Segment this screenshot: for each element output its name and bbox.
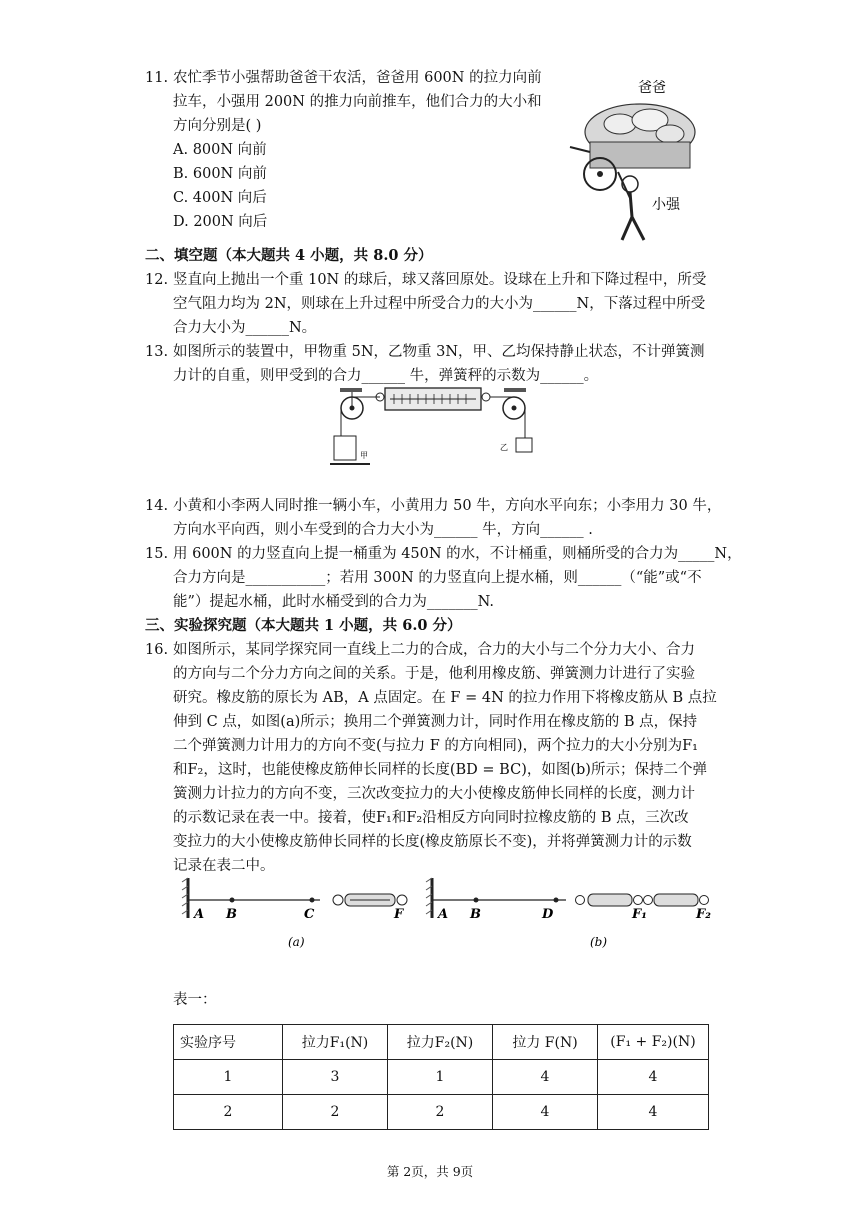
question-text-line: 空气阻力均为 2N，则球在上升过程中所受合力的大小为______N，下落过程中所受 (173, 296, 706, 312)
section-heading-experiment: 三、实验探究题（本大题共 1 小题，共 6.0 分） (145, 617, 462, 634)
table-cell: 2 (283, 1095, 388, 1130)
question-15 (145, 542, 742, 614)
caption-b: (b) (590, 935, 608, 949)
question-number: 15. (145, 546, 169, 562)
section-heading-fill-in: 二、填空题（本大题共 4 小题，共 8.0 分） (145, 247, 433, 264)
question-13 (145, 340, 705, 388)
label-son: 小强 (652, 197, 680, 213)
table-title-text: 表一： (173, 992, 217, 1008)
question-12 (145, 268, 706, 340)
question-text-line: 竖直向上抛出一个重 10N 的球后，球又落回原处。设球在上升和下降过程中，所受 (173, 272, 707, 288)
question-text-line: 合力大小为______N。 (173, 320, 317, 336)
table-cell: 1 (388, 1060, 493, 1095)
pulley-spring-diagram (330, 386, 540, 472)
question-number: 14. (145, 498, 169, 514)
label-b-F2: F₂ (696, 907, 711, 922)
label-b-A: A (438, 907, 449, 922)
question-text-line: 农忙季节小强帮助爸爸干农活，爸爸用 600N 的拉力向前 (173, 70, 542, 86)
caption-a: (a) (288, 935, 305, 949)
table-cell: 4 (493, 1060, 598, 1095)
table-header-cell: (F₁ + F₂)(N) (598, 1025, 709, 1060)
question-text-line: 如图所示的装置中，甲物重 5N，乙物重 3N，甲、乙均保持静止状态，不计弹簧测 (173, 344, 705, 360)
option-d: D. 200N 向后 (173, 214, 268, 230)
table-header-cell: 拉力F₂(N) (388, 1025, 493, 1060)
question-text-line: 方向分别是( ) (173, 118, 262, 134)
table-cell: 2 (174, 1095, 283, 1130)
option-c: C. 400N 向后 (173, 190, 267, 206)
question-text-line: 能”）提起水桶，此时水桶受到的合力为_______N. (173, 594, 495, 610)
question-text-line: 和F₂，这时，也能使橡皮筋伸长同样的长度(BD = BC)，如图(b)所示；保持二个弹 (173, 762, 707, 778)
table-cell: 4 (598, 1060, 709, 1095)
question-text-line: 伸到 C 点，如图(a)所示；换用二个弹簧测力计，同时作用在橡皮筋的 B 点，保持 (173, 714, 698, 730)
label-father: 爸爸 (638, 80, 666, 96)
label-jia: 甲 (360, 451, 368, 460)
question-text-line: 簧测力计拉力的方向不变，三次改变拉力的大小使橡皮筋伸长同样的长度，测力计 (173, 786, 695, 802)
table-cell: 4 (493, 1095, 598, 1130)
label-b-D: D (542, 907, 554, 922)
question-text-line: 变拉力的大小使橡皮筋伸长同样的长度(橡皮筋原长不变)，并将弹簧测力计的示数 (173, 834, 692, 850)
question-text-line: 小黄和小李两人同时推一辆小车，小黄用力 50 牛，方向水平向东；小李用力 30 牛， (173, 498, 722, 514)
question-text-line: 记录在表二中。 (173, 858, 275, 874)
question-number: 12. (145, 272, 169, 288)
table-row (174, 1095, 709, 1130)
question-text-line: 方向水平向西，则小车受到的合力大小为______ 牛，方向______ . (173, 522, 593, 538)
question-text-line: 的示数记录在表一中。接着，使F₁和F₂沿相反方向同时拉橡皮筋的 B 点，三次改 (173, 810, 689, 826)
table-header-row (174, 1025, 709, 1060)
question-number: 11. (145, 70, 169, 86)
table-cell: 4 (598, 1095, 709, 1130)
rubber-band-figure-b (424, 872, 714, 952)
cart-illustration (560, 72, 710, 247)
table-header-cell: 实验序号 (174, 1025, 283, 1060)
question-11 (145, 66, 542, 234)
label-a-F: F (394, 907, 404, 922)
label-yi: 乙 (500, 443, 508, 452)
question-text-line: 合力方向是___________；若用 300N 的力竖直向上提水桶，则______（“能”或“不 (173, 570, 702, 586)
table-cell: 1 (174, 1060, 283, 1095)
table-cell: 3 (283, 1060, 388, 1095)
question-text-line: 力计的自重，则甲受到的合力______ 牛，弹簧秤的示数为______。 (173, 368, 599, 384)
question-text-line: 如图所示，某同学探究同一直线上二力的合成，合力的大小与二个分力大小、合力 (173, 642, 695, 658)
label-a-A: A (194, 907, 205, 922)
label-b-F1: F₁ (632, 907, 647, 922)
table-title (173, 988, 217, 1012)
page-footer: 第 2页，共 9页 (386, 1164, 474, 1179)
question-text-line: 拉车，小强用 200N 的推力向前推车，他们合力的大小和 (173, 94, 542, 110)
label-a-C: C (304, 907, 315, 922)
table-cell: 2 (388, 1095, 493, 1130)
question-text-line: 的方向与二个分力方向之间的关系。于是，他利用橡皮筋、弹簧测力计进行了实验 (173, 666, 695, 682)
question-number: 13. (145, 344, 169, 360)
rubber-band-figure-a (180, 872, 420, 952)
table-header-cell: 拉力F₁(N) (283, 1025, 388, 1060)
question-text-line: 二个弹簧测力计用力的方向不变(与拉力 F 的方向相同)，两个拉力的大小分别为F₁ (173, 738, 698, 754)
label-a-B: B (226, 907, 237, 922)
question-text-line: 用 600N 的力竖直向上提一桶重为 450N 的水，不计桶重，则桶所受的合力为_____N， (173, 546, 742, 562)
table-header-cell: 拉力 F(N) (493, 1025, 598, 1060)
question-16 (145, 638, 717, 878)
question-14 (145, 494, 721, 542)
results-table-1 (173, 1024, 709, 1130)
option-a: A. 800N 向前 (173, 142, 267, 158)
option-b: B. 600N 向前 (173, 166, 267, 182)
table-row (174, 1060, 709, 1095)
question-text-line: 研究。橡皮筋的原长为 AB，A 点固定。在 F = 4N 的拉力作用下将橡皮筋从 B 点拉 (173, 690, 717, 706)
label-b-B: B (470, 907, 481, 922)
question-number: 16. (145, 642, 169, 658)
